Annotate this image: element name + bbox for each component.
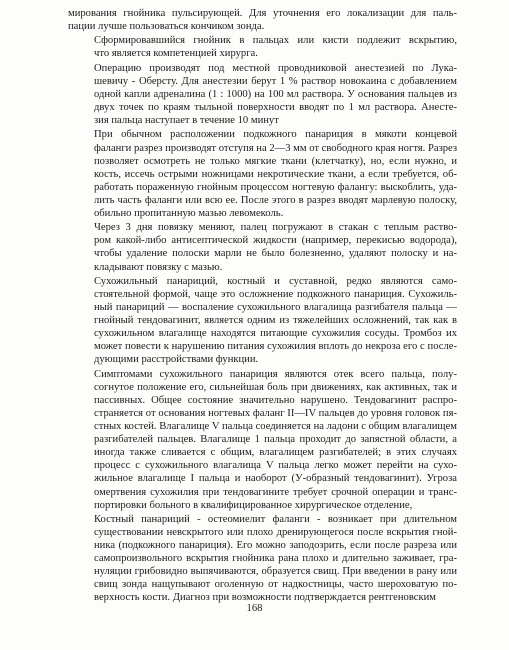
text-line: работать пораженную гнойным процессом ногтевую фалангу: выскоблить, уда- <box>94 181 457 193</box>
text-line: стоятельной формой, чаще это осложнение подкожного панариция. Сухожиль- <box>94 288 457 300</box>
paragraph <box>68 221 457 273</box>
text-line: сухожильном влагалище находятся питающие сухожилия сосуды. Тромбоз их <box>94 328 457 340</box>
paragraph <box>68 34 457 60</box>
text-line: согнутое положение его, сильнейшая боль при движениях, как активных, так и <box>94 381 457 393</box>
text-line: одной капли адреналина (1 : 1000) на 100 мл раствора. У основания пальцев из <box>94 88 457 100</box>
text-line: дующими расстройствами функции. <box>94 354 259 366</box>
text-line: Сформировавшийся гнойник в пальцах или кисти подлежит вскрытию, <box>94 35 457 47</box>
text-line: ром какой-либо антисептической жидкости (например, перекисью водорода), <box>94 235 457 247</box>
paragraph <box>68 275 457 367</box>
text-line: страняется от основания ногтевых фаланг II—IV пальцев до уровня головок пя- <box>94 407 457 419</box>
text-line: Через 3 дня повязку меняют, палец погружают в стакан с теплым раство- <box>94 222 457 234</box>
text-line: Симптомами сухожильного панариция являются отек всего пальца, полу- <box>94 368 457 380</box>
text-line: двух точек по краям тыльной поверхности вводят по 1 мл раствора. Анесте- <box>94 102 457 114</box>
paragraph <box>68 513 457 605</box>
text-line: кость, иссечь острыми ножницами некротические ткани, а если требуется, об- <box>94 168 457 180</box>
text-line: самопроизвольного вскрытия гнойника рана плохо и длительно заживает, гра- <box>94 553 457 565</box>
text-line: мирования гнойника пульсирующей. Для уточнения его локализации для паль- <box>68 8 457 19</box>
text-line: фаланги разрез производят отступя на 2—3 мм от свободного края ногтя. Разрез <box>94 142 458 154</box>
text-line: гнойный тендовагинит, является одним из тяжелейших осложнений, так как в <box>94 315 457 327</box>
text-line: шевичу - Оберсту. Для анестезии берут 1 % раствор новокаина с добавлением <box>94 75 457 87</box>
text-line: верхность кости. Диагноз при возможности подтверждается рентгеновским <box>94 592 437 604</box>
text-line: Операцию производят под местной проводниковой анестезией по Лука- <box>94 62 457 74</box>
text-line: ный панариций — воспаление сухожильного влагалища разгибателя пальца — <box>94 302 457 313</box>
text-line: процесс с сухожильного влагалища V пальца легко может перейти на сухо- <box>94 460 457 472</box>
page-number: 168 <box>246 603 263 614</box>
text-line: зия пальца наступает в течение 10 минут <box>94 115 279 127</box>
text-line: стных костей. Влагалище V пальца соединяется на ладони с общим влагалищем <box>94 421 457 433</box>
body-text <box>68 7 457 605</box>
text-line: что является компетенцией хирурга. <box>94 48 258 60</box>
paragraph <box>68 7 457 33</box>
paragraph <box>68 368 457 512</box>
paragraph <box>68 62 457 127</box>
text-line: жильное влагалище I пальца и наоборот (У-образный тендовагинит). Угроза <box>94 473 457 485</box>
text-line: чтобы удаление полоски марли не было болезненно, удаляют полоску и на- <box>94 248 457 260</box>
text-line: иногда также сливается с общим, влагалищем разгибателей; в этих случаях <box>94 447 457 459</box>
text-line: существовании невскрытого или плохо дренирующегося после вскрытия гной- <box>94 526 457 538</box>
text-line: обильно пропитанную мазью левомеколь. <box>94 207 284 219</box>
text-line: лить часть фаланги или всю ее. После этого в разрез вводят марлевую полоску, <box>94 194 457 206</box>
text-line: позволяет осмотреть не только мягкие ткани (клетчатку), но, если нужно, и <box>94 155 457 167</box>
text-line: нуляции грибовидно выпячиваются, образуется свищ. При введении в рану или <box>94 566 457 578</box>
text-line: пассивных. Общее состояние значительно нарушено. Тендовагинит распро- <box>94 394 457 406</box>
text-line: Сухожильный панариций, костный и суставной, редко являются само- <box>94 275 457 287</box>
paragraph <box>68 128 457 220</box>
text-line: портировки больного в квалифицированное хирургическое отделение, <box>94 499 413 511</box>
text-line: пации лучше пользоваться кончиком зонда. <box>68 21 265 33</box>
text-line: может повести к нарушению питания сухожилия вплоть до некроза его с после- <box>94 341 457 353</box>
text-line: При обычном расположении подкожного панариция в мякоти концевой <box>94 129 457 141</box>
text-line: кладывают повязку с мазью. <box>94 261 223 273</box>
text-line: Костный панариций - остеомиелит фаланги - возникает при длительном <box>94 513 457 525</box>
text-line: свищ зонда нащупывают оголенную от надкостницы, часто шероховатую по- <box>94 579 457 591</box>
text-line: омертвения сухожилия при тендовагините требует срочной операции и транс- <box>94 486 457 498</box>
text-line: ника (подкожного панариция). Его можно заподозрить, если после разреза или <box>94 540 457 552</box>
text-line: разгибателей пальцев. Влагалище 1 пальца проходит до запястной области, а <box>94 434 457 446</box>
